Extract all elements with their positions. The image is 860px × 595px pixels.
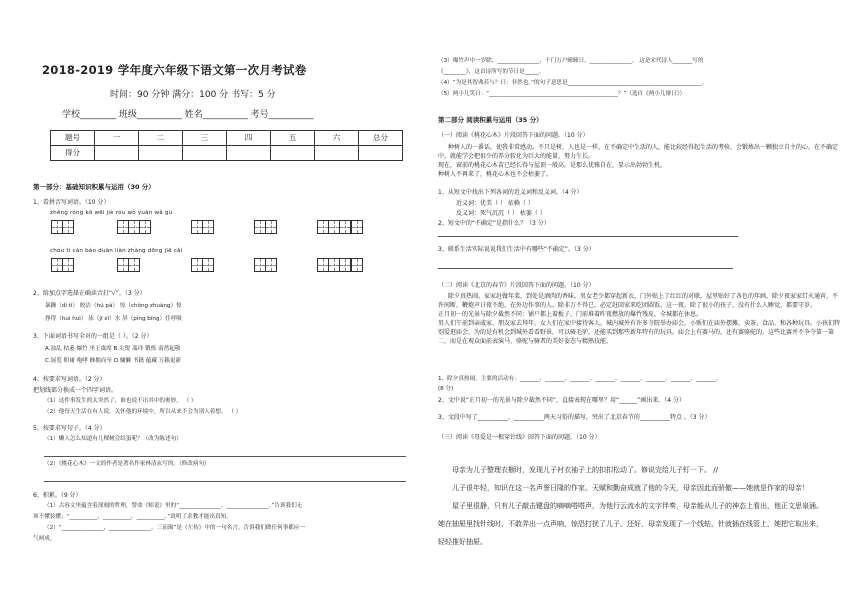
q6-s1b: 须不懂装懂；“__________，__________，__________。”说明了求教才能出真知。	[33, 514, 232, 520]
score-cell[interactable]	[139, 146, 183, 161]
reading3-p2: 儿子很年轻，知识在这一名声誉日隆的作家。天赋和勤奋成就了他的今天，母亲因此而骄傲——她就是作家的母亲！	[452, 484, 809, 492]
writing-box[interactable]	[62, 220, 74, 234]
score-table	[50, 130, 403, 161]
writing-box[interactable]	[191, 258, 203, 272]
q1-grid-row2	[51, 258, 391, 274]
accum-5: （5）两小儿笑曰：“______________________________________________？”（选自《两小儿辩日》）	[438, 91, 686, 97]
score-cell[interactable]	[315, 146, 359, 161]
writing-box[interactable]	[62, 258, 74, 272]
writing-box[interactable]	[317, 220, 329, 234]
reading2-q1b: (8 分)	[438, 386, 454, 392]
reading3-p4: 她在抽屉里找针线时，不敢弄出一点声响，惊恐打扰了儿子。还好，母亲发现了一个线轱，针就插在线管上，她把它取出来，	[438, 520, 823, 528]
score-header-cell: 一	[95, 131, 139, 146]
answer-line[interactable]	[438, 236, 738, 237]
right-column	[430, 0, 860, 595]
writing-box[interactable]	[339, 258, 351, 272]
score-cell[interactable]	[183, 146, 227, 161]
score-header-cell: 总分	[359, 131, 403, 146]
accum-3b: 《________》，这首诗所写的节日是_____。	[438, 69, 545, 75]
q2-row2: 挣得（hui huì） 泳（jī xī）水 屏（píng bīng）住呼吸	[45, 316, 182, 322]
reading3-p1: 母亲为儿子整理衣橱时，发现儿子衬衣袖子上的扣扣松动了。修说完给儿子钉一下。 //	[452, 466, 718, 474]
reading1-intro: （一）阅读《桃花心木》片段回答下面的问题。（10 分）	[438, 132, 589, 139]
q1-grid-row1	[51, 220, 391, 236]
answer-line[interactable]	[44, 456, 406, 457]
reading1-q1a: 近义词：优美（ ） 依赖（ ）	[456, 200, 534, 207]
writing-box[interactable]	[117, 220, 129, 234]
writing-box[interactable]	[265, 258, 277, 272]
answer-line[interactable]	[44, 481, 406, 482]
writing-box[interactable]	[139, 220, 151, 234]
score-cell[interactable]	[227, 146, 271, 161]
writing-box[interactable]	[202, 258, 214, 272]
score-header-cell: 四	[227, 131, 271, 146]
q4-label: 4、按要求写词语。（2 分）	[33, 376, 106, 383]
q3-label: 3、下面词语书写全对的一组是（ ）。（2 分）	[33, 333, 153, 340]
reading3-intro: （三）阅读《母爱是一根穿针线》回答下面的问题。（10 分）	[438, 434, 601, 441]
q4-sub: 把划线部分换成一个四字词语。	[33, 387, 118, 394]
q4-s2: （2）他每天生活在有人说，关怀他的环境中，所以从来不会为别人着想。 （ ）	[44, 409, 242, 415]
q3-row1: A.浊乱 枯萎 爆竹 坐王虞席 B.尖锐 湍译 锻炼 南然起敬	[45, 346, 181, 352]
score-header-cell: 二	[139, 131, 183, 146]
score-header-cell: 六	[315, 131, 359, 146]
score-header-cell: 三	[183, 131, 227, 146]
reading1-q2: 2、短文中的“不确定”是指什么？（3 分）	[438, 220, 550, 227]
score-row-label: 得分	[51, 146, 95, 161]
exam-title: 2018-2019 学年度六年级下语文第一次月考试卷	[42, 63, 307, 77]
q1-pinyin-row2: chóu tì cán bào duàn liàn zhàng dōng jiē cǎi	[50, 248, 183, 254]
accum-3: （3）爆竹声中一岁除，_______________，千门万户曈曈日，_______________。 这是宋代诗人_______写的	[438, 58, 704, 64]
reading1-q1b: 反义词：死气沉沉（ ） 枯萎（ ）	[456, 210, 546, 217]
writing-box[interactable]	[117, 258, 129, 272]
writing-box[interactable]	[351, 220, 363, 234]
writing-box[interactable]	[351, 258, 363, 272]
writing-box[interactable]	[51, 220, 63, 234]
reading3-p5: 轻轻推好抽屉。	[438, 538, 487, 546]
accum-4: （4）“为是其智弗若与？曰：非然也。”的句子意思是________________________________________________。	[438, 80, 708, 86]
writing-box[interactable]	[339, 220, 351, 234]
student-info: 学校________ 班级__________ 姓名__________ 考号__________	[62, 110, 314, 120]
writing-box[interactable]	[191, 220, 203, 234]
score-cell[interactable]	[271, 146, 315, 161]
writing-box[interactable]	[254, 220, 266, 234]
q1-pinyin-row1: zhēng róng kǒ wēi jiè róu wò yuān wǎ gù	[50, 210, 173, 216]
q2-label: 2、给加点字选择正确读音打“√”。（3 分）	[33, 290, 146, 297]
answer-line[interactable]	[438, 268, 733, 269]
q5-s2: （2）《桃花心木》一文的作者是著名作家林清玄写的。（修改病句）	[44, 461, 210, 467]
reading2-q3: 3、文段中写了__________、__________两天习俗的描写，突出了北京春节的__________特点 。（3 分）	[438, 414, 711, 421]
q3-row2: C.展览 附庸 咆哮 蜂拥而至 D.慵懒 书籍 蕴藏 万籁更新	[45, 358, 182, 364]
writing-box[interactable]	[128, 258, 140, 272]
q2-row1: 暴躁（dì tì） 皎洁（hú pà） 惊（chǒng zhuàng）惊	[45, 303, 182, 309]
part2-heading: 第二部分 阅读积累与运用（35 分）	[438, 116, 543, 124]
score-header-cell: 题号	[51, 131, 95, 146]
exam-meta: 时间：90 分钟 满分：100 分 书写：5 分	[110, 90, 276, 100]
writing-box[interactable]	[202, 220, 214, 234]
reading1-text: 种树人的一番话，使我非常感动。不只是树，人也是一样，在不确定中生活的人，能比较经得起生活的考验，会锻炼出一颗独立自主的心。在不确定中，就能学会把很少的养分转化为巨大的能量，努力生长。 现在，窗前的桃花心木苗已经长得与屋顶一般高，是那么优雅自在，显示出勃勃生机。 种树人不再来了，桃花心木也不会枯萎了。	[438, 144, 839, 178]
q6-label: 6、积累。（9 分）	[33, 492, 82, 499]
reading2-q2: 2、文中说“正月初一的光景与除夕截然不同”，直接表现在哪里？用“______”画出来。（4 分）	[438, 397, 685, 404]
writing-box[interactable]	[51, 258, 63, 272]
q4-s1: （1）这件事发生的太突然了，谁也说不出其中的奥妙。 （ ）	[44, 398, 197, 404]
reading2-intro: （二）阅读《北京的春节》片段回答下面的问题。（10 分）	[438, 282, 595, 289]
score-cell[interactable]	[95, 146, 139, 161]
q6-s1: （1）古容文里蕴含着深刻的哲理，譬命《师说》里的“_______________，_______________。”告诉我们无	[44, 503, 303, 509]
reading1-q3: 3、联系生活实际说说我们生活中有哪些“不确定”。（3 分）	[438, 246, 595, 253]
score-cell[interactable]	[359, 146, 403, 161]
reading2-text: 除夕真热闹。家家赶做年菜，到处是酒肉的香味。男女老少都穿起新衣，门外贴上了红红的对联，屋里贴好了各色的年画。除夕夜家家灯火通宵，不许间断，鞭炮声日夜不绝。在外边作事的人，除非万不得已，必定赶回家来吃团圆饭。这一夜，除了很小的孩子，没有什么人睡觉，都要守岁。 正月初一的光景与除夕截然不同：铺户都上着板子，门前堆着昨夜燃放的爆竹残皮，全城都在休息。 男人们午前到亲戚家、朋友家去拜年，女人们在家中接待客人。城内城外有许多寺院举办庙会，小贩们在庙外摆摊，卖茶、食品、和各种玩具。小孩们特别爱逛庙会，为的是有机会到城外看看野景，可以骑毛驴，还能买到那些新年特有的玩具。庙会上有赛马的，还有赛骆驼的。这些比赛并不争夺第一第二，而是在观众面前表演马、骆驼与骑者的美好姿态与精熟技能。	[438, 293, 841, 345]
q1-label: 1、看拼音写词语。（10 分）	[33, 199, 110, 206]
reading3-p3: 屋子里很静，只有儿子敲击键盘的嘀嘀嗒嗒声，为他行云流水的文字伴奏，母亲能从儿子的神态上看出，他正文思泉涌。	[452, 502, 823, 510]
writing-box[interactable]	[128, 220, 140, 234]
score-header-cell: 五	[271, 131, 315, 146]
writing-box[interactable]	[328, 258, 340, 272]
q5-label: 5、按要求写句子。（4 分）	[33, 425, 106, 432]
q6-s2b: 气呵成。	[33, 536, 56, 542]
writing-box[interactable]	[254, 258, 266, 272]
q5-s1: （1）懒人怎么知道有几棵树会结蛋呢？（改为陈述句）	[44, 436, 182, 442]
writing-box[interactable]	[317, 258, 329, 272]
writing-box[interactable]	[328, 220, 340, 234]
q6-s2: （2）“_______________，_______________，三而竭”是《左传》中的一句名言，告诉我们做任何事都应一	[44, 525, 306, 531]
reading2-q1: 1、除夕真热闹，主要的活动有：_______、_______、_______、_______、_______、_______、_______、_______。	[438, 376, 722, 382]
writing-box[interactable]	[265, 220, 277, 234]
part1-heading: 第一部分：基础知识积累与运用（30 分）	[33, 183, 155, 191]
reading1-q1: 1、从短文中找出下列各词的近义词和反义词。（4 分）	[438, 189, 583, 196]
